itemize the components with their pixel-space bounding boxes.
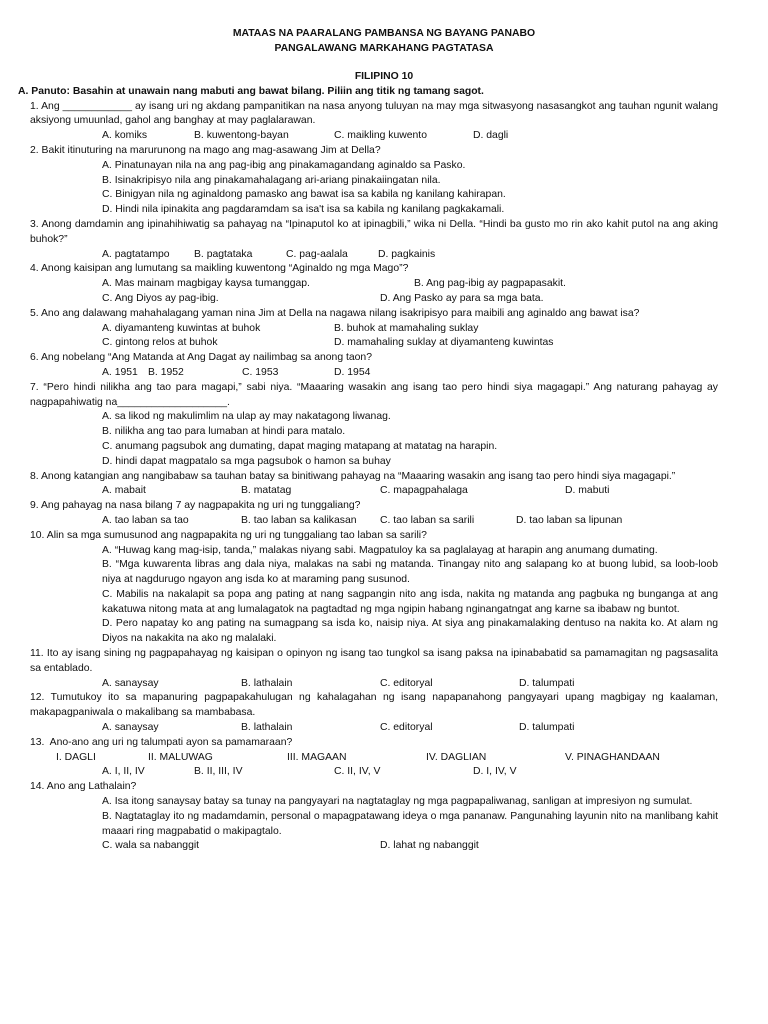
q8-options — [30, 484, 718, 499]
q8-option-b: B. matatag — [241, 485, 292, 497]
q7-option-c: C. anumang pagsubok ang dumating, dapat maging matapang at matatag na harapin. — [102, 440, 498, 452]
q10-option-a: A. “Huwag kang mag-isip, tanda,” malakas niyang sabi. Magpatuloy ka sa paglalayag at harapin ang anumang dumating. — [102, 544, 658, 556]
q7-option-a: A. sa likod ng makulimlim na ulap ay may nakatagong liwanag. — [102, 411, 391, 423]
q13-option-d: D. I, IV, V — [473, 766, 517, 778]
q12-options — [30, 721, 718, 736]
q8-option-d: D. mabuti — [565, 485, 610, 497]
question-7: 7. “Pero hindi nilikha ang tao para magapi,” sabi niya. “Maaaring wasakin ang isang tao pero hindi siya magagapi.” Ang naturang pahayag ay nagpapahiwatig na___________________. — [30, 381, 718, 408]
q9-option-b: B. tao laban sa kalikasan — [241, 514, 357, 526]
exam-title: PANGALAWANG MARKAHANG PAGTATASA — [274, 42, 494, 54]
q11-option-a: A. sanaysay — [102, 677, 159, 689]
q14-option-a: A. Isa itong sanaysay batay sa tunay na pangyayari na nagtataglay ng mga pagpapaliwanag, sanligan at impresiyon ng sumulat. — [102, 796, 693, 808]
q10-option-b: B. “Mga kuwarenta libras ang dala niya, malakas na sabi ng matanda. Tinangay nito ang salapang ko at buong lubid, sa loob-loob niya at nagdurugo ngayon ang isda ko at maraming pang susunod. — [102, 559, 718, 586]
instructions: A. Panuto: Basahin at unawain nang mabuti ang bawat bilang. Piliin ang titik ng tamang sagot. — [18, 85, 484, 97]
q5-option-a: A. diyamanteng kuwintas at buhok — [102, 322, 261, 334]
q13-items — [30, 751, 718, 766]
q14-option-c: C. wala sa nabanggit — [102, 840, 200, 852]
q5-options-row-1 — [30, 322, 718, 337]
q1-option-d: D. dagli — [473, 130, 509, 142]
q13-option-c: C. II, IV, V — [334, 766, 381, 778]
q1-options — [30, 129, 718, 144]
subject-title: FILIPINO 10 — [354, 71, 414, 82]
q7-option-b: B. nilikha ang tao para lumaban at hindi para matalo. — [102, 426, 346, 438]
q3-option-d: D. pagkainis — [378, 248, 436, 260]
question-4: 4. Anong kaisipan ang lumutang sa maikling kuwentong “Aginaldo ng mga Mago”? — [30, 263, 409, 275]
question-6: 6. Ang nobelang “Ang Matanda at Ang Dagat ay nailimbag sa anong taon? — [30, 352, 372, 364]
q1-option-c: C. maikling kuwento — [334, 130, 427, 142]
q10-option-c: C. Mabilis na nakalapit sa popa ang pating at nang sagpangin nito ang isda, nakita ng matanda ang pagbuka ng bunganga at ang kakatuwa nitong mata at ang lumalagatok na pagtadtad ng mga ngipin habang nginangatngat ang karne sa ibabaw ng buntot. — [102, 588, 718, 615]
q9-option-d: D. tao laban sa lipunan — [516, 514, 623, 526]
q14-option-b: B. Nagtataglay ito ng madamdamin, personal o mapagpatawang ideya o mga pananaw. Pangunahing layunin nito na manlibang kahit maaari ring magpabatid o makipagtalo. — [102, 810, 718, 837]
q3-options — [30, 248, 718, 263]
q12-option-b: B. lathalain — [241, 722, 293, 734]
q2-option-a: A. Pinatunayan nila na ang pag-ibig ang pinakamagandang aginaldo sa Pasko. — [102, 159, 466, 171]
q1-option-b: B. kuwentong-bayan — [194, 130, 289, 142]
q10-option-d: D. Pero napatay ko ang pating na sumagpang sa isda ko, naisip niya. At siya ang pinakamalaking dentuso na nakita ko. At alam ng Diyos na nakakita na ako ng malalaki. — [102, 618, 718, 645]
q4-options-row-2 — [30, 292, 718, 307]
q14-option-d: D. lahat ng nabanggit — [380, 840, 479, 852]
q11-option-d: D. talumpati — [519, 677, 575, 689]
q6-option-c: C. 1953 — [242, 366, 279, 378]
question-10: 10. Alin sa mga sumusunod ang nagpapakita ng uri ng tunggaliang tao laban sa sarili? — [30, 529, 427, 541]
q13-option-b: B. II, III, IV — [194, 766, 243, 778]
q13-item-1: I. DAGLI — [56, 751, 96, 763]
q6-option-a: A. 1951 — [102, 366, 138, 378]
question-12: 12. Tumutukoy ito sa mapanuring pagpapakahulugan ng kahalagahan ng isang napapanahong pangyayari upang magbigay ng kaalaman, makapagpaniwala o makalibang sa mambabasa. — [30, 692, 718, 719]
q4-options-row-1 — [30, 277, 718, 292]
q6-option-b: B. 1952 — [148, 366, 184, 378]
q4-option-b: B. Ang pag-ibig ay pagpapasakit. — [414, 278, 566, 290]
q4-option-c: C. Ang Diyos ay pag-ibig. — [102, 292, 219, 304]
q11-options — [30, 677, 718, 692]
q12-option-a: A. sanaysay — [102, 722, 159, 734]
exam-header — [50, 27, 718, 56]
school-name: MATAAS NA PAARALANG PAMBANSA NG BAYANG PANABO — [232, 28, 536, 39]
question-1: 1. Ang ____________ ay isang uri ng akdang pampanitikan na nasa anyong tuluyan na may mga sitwasyong nasasangkot ang tauhan ngunit walang aksiyong umuunlad, gahol ang banghay at may paglalarawan. — [30, 100, 718, 127]
q13-item-3: III. MAGAAN — [287, 751, 347, 763]
q11-option-b: B. lathalain — [241, 677, 293, 689]
question-3: 3. Anong damdamin ang ipinahihiwatig sa pahayag na “Ipinaputol ko at ipinagbili,” wika ni Della. “Hindi ba gusto mo rin ako kahit putol na ang aking buhok?” — [30, 218, 718, 245]
q7-option-d: D. hindi dapat magpatalo sa mga pagsubok o hamon sa buhay — [102, 455, 391, 467]
q5-option-b: B. buhok at mamahaling suklay — [334, 322, 479, 334]
question-5: 5. Ano ang dalawang mahahalagang yaman nina Jim at Della na nagawa nilang isakripisyo para maibili ang aginaldo ang bawat isa? — [30, 307, 640, 319]
q9-options — [30, 514, 718, 529]
q8-option-a: A. mabait — [102, 485, 146, 497]
q11-option-c: C. editoryal — [380, 677, 433, 689]
q2-option-b: B. Isinakripisyo nila ang pinakamahalagang ari-ariang pinakaiingatan nila. — [102, 174, 441, 186]
q13-item-2: II. MALUWAG — [148, 751, 213, 763]
question-14: 14. Ano ang Lathalain? — [30, 781, 137, 793]
q13-item-4: IV. DAGLIAN — [426, 751, 487, 763]
q6-options — [30, 366, 718, 381]
question-9: 9. Ang pahayag na nasa bilang 7 ay nagpapakita ng uri ng tunggaliang? — [30, 500, 361, 512]
q5-option-d: D. mamahaling suklay at diyamanteng kuwintas — [334, 337, 554, 349]
q2-option-c: C. Binigyan nila ng aginaldong pamasko ang bawat isa sa kabila ng kanilang kahirapan. — [102, 189, 506, 201]
q5-options-row-2 — [30, 336, 718, 351]
q12-option-c: C. editoryal — [380, 722, 433, 734]
q5-option-c: C. gintong relos at buhok — [102, 337, 218, 349]
q12-option-d: D. talumpati — [519, 722, 575, 734]
q13-option-a: A. I, II, IV — [102, 766, 145, 778]
q3-option-c: C. pag-aalala — [286, 248, 348, 260]
question-8: 8. Anong katangian ang nangibabaw sa tauhan batay sa binitiwang pahayag na “Maaaring wasakin ang isang tao pero hindi siya magagapi.” — [30, 470, 676, 482]
q1-option-a: A. komiks — [102, 130, 148, 142]
q2-option-d: D. Hindi nila ipinakita ang pagdaramdam sa isa't isa sa kabila ng kanilang pagkakamali. — [102, 204, 505, 216]
q13-options — [30, 765, 718, 780]
q9-option-c: C. tao laban sa sarili — [380, 514, 475, 526]
q13-item-5: V. PINAGHANDAAN — [565, 751, 660, 763]
question-2: 2. Bakit itinuturing na marurunong na mago ang mag-asawang Jim at Della? — [30, 144, 381, 156]
q4-option-d: D. Ang Pasko ay para sa mga bata. — [380, 292, 544, 304]
q8-option-c: C. mapagpahalaga — [380, 485, 468, 497]
q3-option-b: B. pagtataka — [194, 248, 253, 260]
q3-option-a: A. pagtatampo — [102, 248, 170, 260]
q9-option-a: A. tao laban sa tao — [102, 514, 189, 526]
question-11: 11. Ito ay isang sining ng pagpapahayag ng kaisipan o opinyon ng isang tao tungkol sa isang paksa na ipinababatid sa pamamagitan ng pagsasalita sa entablado. — [30, 648, 718, 674]
q4-option-a: A. Mas mainam magbigay kaysa tumanggap. — [102, 278, 310, 290]
q14-options-row — [30, 839, 718, 854]
q6-option-d: D. 1954 — [334, 366, 371, 378]
question-13: 13. Ano-ano ang uri ng talumpati ayon sa pamamaraan? — [30, 736, 293, 748]
